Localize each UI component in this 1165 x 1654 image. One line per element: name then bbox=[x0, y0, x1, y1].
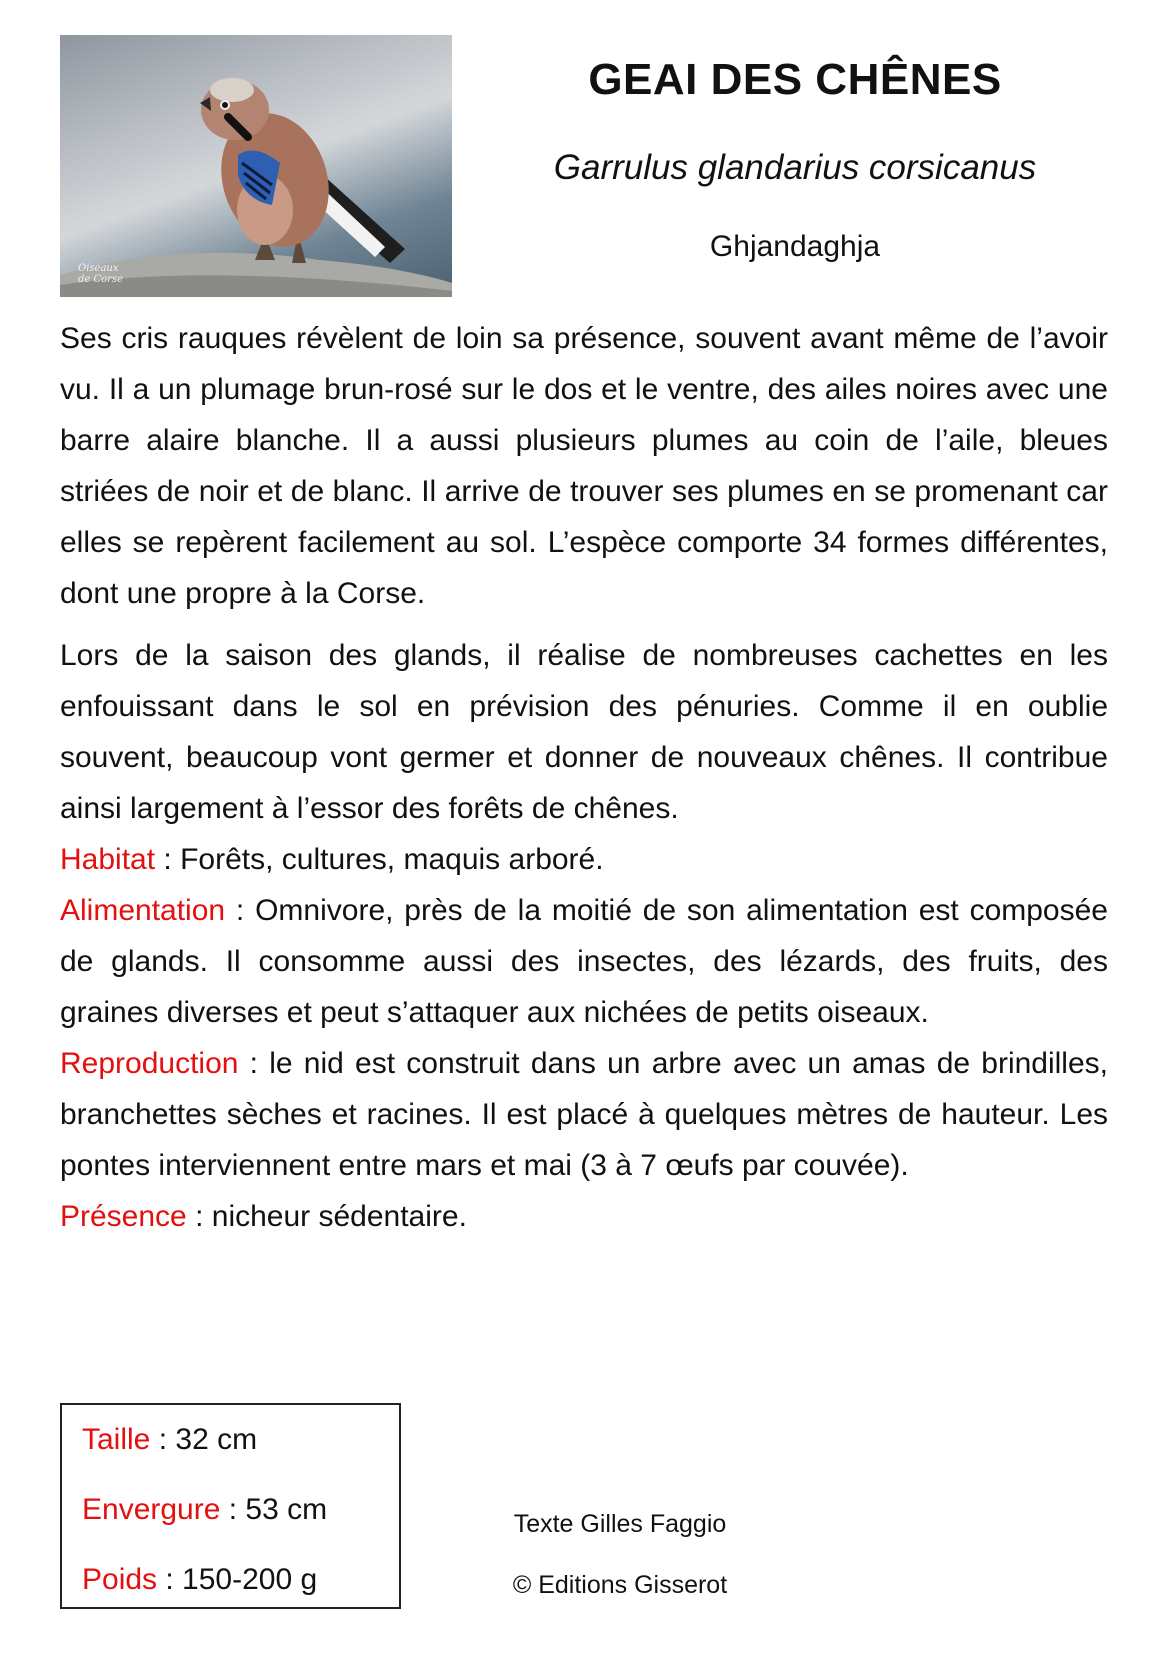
poids-label: Poids bbox=[82, 1563, 158, 1596]
reproduction-text: : le nid est construit dans un arbre avec un amas de brindilles, branchettes sèches et racines. Il est placé à quelques mètres de hauteur. Les pontes interviennent entre mars et mai (3 à 7 œufs par couvée). bbox=[60, 1047, 1108, 1182]
poids-value: : 150-200 g bbox=[157, 1563, 318, 1596]
latin-name: Garrulus glandarius corsicanus bbox=[553, 148, 1037, 187]
publisher-credit: © Editions Gisserot bbox=[512, 1571, 728, 1599]
reproduction-label: Reproduction bbox=[60, 1047, 239, 1080]
jay-illustration bbox=[60, 35, 452, 297]
presence-text: : nicheur sédentaire. bbox=[186, 1200, 467, 1233]
envergure-row bbox=[82, 1493, 399, 1563]
description-paragraph-2: Lors de la saison des glands, il réalise de nombreuses cachettes en les enfouissant dans le sol en prévision des pénuries. Comme il en oublie souvent, beaucoup vont germer et donner de nouveaux chênes. Il contribue ainsi largement à l’essor des forêts de chênes. bbox=[60, 639, 1108, 825]
reproduction-section bbox=[60, 1038, 1108, 1191]
taille-value: : 32 cm bbox=[150, 1423, 258, 1456]
habitat-label: Habitat bbox=[60, 843, 156, 876]
bird-photo bbox=[60, 35, 452, 297]
main-text bbox=[60, 313, 1108, 1242]
envergure-label: Envergure bbox=[82, 1493, 221, 1526]
alimentation-text: : Omnivore, près de la moitié de son alimentation est composée de glands. Il consomme aussi des insectes, des lézards, des fruits, des graines diverses et peut s’attaquer aux nichées de petits oiseaux. bbox=[60, 894, 1108, 1029]
presence-section bbox=[60, 1191, 1108, 1242]
habitat-section bbox=[60, 834, 1108, 885]
presence-label: Présence bbox=[60, 1200, 187, 1233]
measurements-box bbox=[60, 1403, 401, 1609]
photo-watermark: Oiseaux de Corse bbox=[78, 263, 123, 285]
alimentation-label: Alimentation bbox=[60, 894, 226, 927]
habitat-text: : Forêts, cultures, maquis arboré. bbox=[155, 843, 604, 876]
envergure-value: : 53 cm bbox=[220, 1493, 328, 1526]
page-title: GEAI DES CHÊNES bbox=[588, 55, 1002, 104]
description-paragraph-1: Ses cris rauques révèlent de loin sa présence, souvent avant même de l’avoir vu. Il a un plumage brun-rosé sur le dos et le ventre, des ailes noires avec une barre alaire blanche. Il a aussi plusieurs plumes au coin de l’aile, bleues striées de noir et de blanc. Il arrive de trouver ses plumes en se promenant car elles se repèrent facilement au sol. L’espèce comporte 34 formes différentes, dont une propre à la Corse. bbox=[60, 322, 1108, 610]
author-credit: Texte Gilles Faggio bbox=[513, 1510, 727, 1538]
taille-label: Taille bbox=[82, 1423, 151, 1456]
alimentation-section bbox=[60, 885, 1108, 1038]
corsican-name: Ghjandaghja bbox=[709, 230, 881, 263]
taille-row bbox=[82, 1423, 399, 1493]
poids-row bbox=[82, 1563, 399, 1633]
